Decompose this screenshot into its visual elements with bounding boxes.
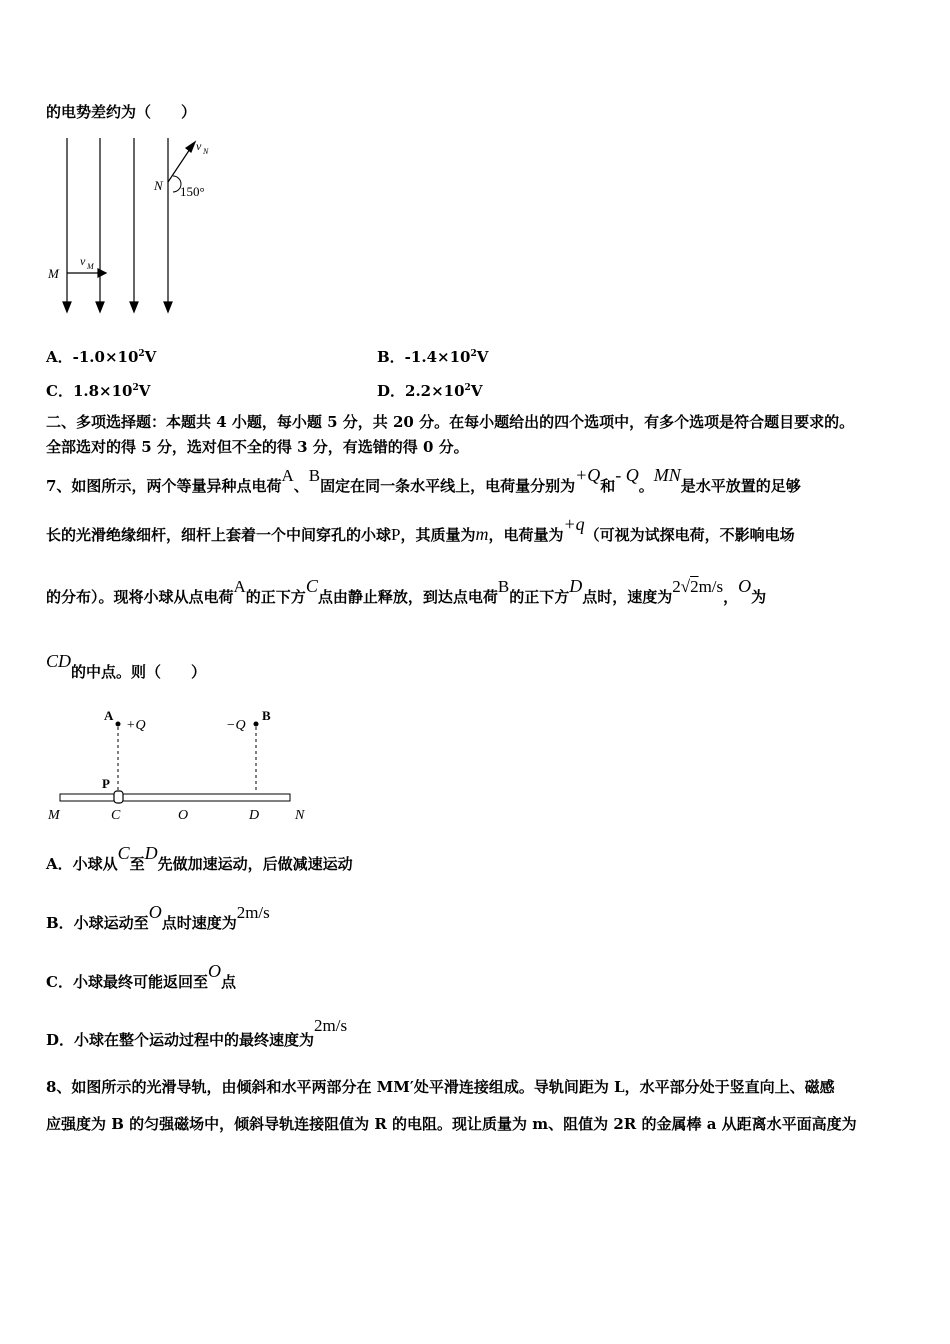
fig2-plus-q-label: +Q [126,718,146,733]
figure-field-lines [40,130,230,320]
q6-option-b[interactable]: B．$-1.4\times 10^2V$ [377,348,489,366]
q8-line2: 应强度为 B 的匀强磁场中，倾斜导轨连接阻值为 R 的电阻。现让质量为 m、阻值为 2R 的金属棒 a 从距离水平面高度为 [46,1115,857,1133]
section2-heading-line1: 二、多项选择题：本题共 4 小题，每小题 5 分，共 20 分。在每小题给出的四个选项中，有多个选项是符合题目要求的。 [46,413,855,431]
fig1-n-label: N [154,178,163,193]
q6-tail: 的电势差约为（ ） [46,103,197,121]
fig1-angle-label: 150° [180,184,205,199]
fig2-minus-q-label: −Q [226,718,246,733]
fig2-c-label: C [111,808,121,823]
figure-rod-diagram [40,700,330,830]
q6-option-a[interactable]: A．$-1.0\times 10^2V$ [46,348,157,366]
fig2-p-label: P [102,776,110,791]
section2-heading-line2: 全部选对的得 5 分，选对但不全的得 3 分，有选错的得 0 分。 [46,438,469,456]
q7-option-c[interactable]: C．小球最终可能返回至O点 [46,961,236,991]
fig1-vn-sub: N [203,147,209,156]
q6-option-d[interactable]: D．$2.2\times 10^2V$ [377,382,483,400]
fig1-m-label: M [48,266,59,281]
q7-option-b[interactable]: B．小球运动至O点时速度为2m/s [46,902,270,932]
q7-option-d[interactable]: D．小球在整个运动过程中的最终速度为2m/s [46,1016,348,1049]
fig1-vn-label: v [196,139,202,153]
fig2-m-label: M [48,808,60,823]
fig1-vm-label: v [80,254,86,268]
q6-option-c[interactable]: C．$1.8\times 10^2V$ [46,382,151,400]
q8-line1: 8、如图所示的光滑导轨，由倾斜和水平两部分在 MM′处平滑连接组成。导轨间距为 L，水平部分处于竖直向上、磁感 [46,1078,835,1096]
q7-line2: 长的光滑绝缘细杆，细杆上套着一个中间穿孔的小球P，其质量为m，电荷量为+q（可视为试探电荷，不影响电场 [46,514,795,544]
q7-line4: CD的中点。则（ ） [46,651,207,681]
q7-option-a[interactable]: A．小球从C至D先做加速运动，后做减速运动 [46,843,353,873]
q7-line1: 7、如图所示，两个等量异种点电荷A、B固定在同一条水平线上，电荷量分别为+Q和- Q。MN是水平放置的足够 [46,465,801,495]
fig2-d-label: D [249,808,260,823]
fig1-vm-sub: M [87,262,94,271]
fig2-b-label: B [262,708,271,723]
fig2-n-label: N [295,808,305,823]
fig2-a-label: A [104,708,114,723]
q7-line3: 的分布）。现将小球从点电荷A的正下方C点由静止释放，到达点电荷B的正下方D点时，速度为2√2m/s，O为 [46,576,767,606]
fig2-o-label: O [178,808,189,823]
